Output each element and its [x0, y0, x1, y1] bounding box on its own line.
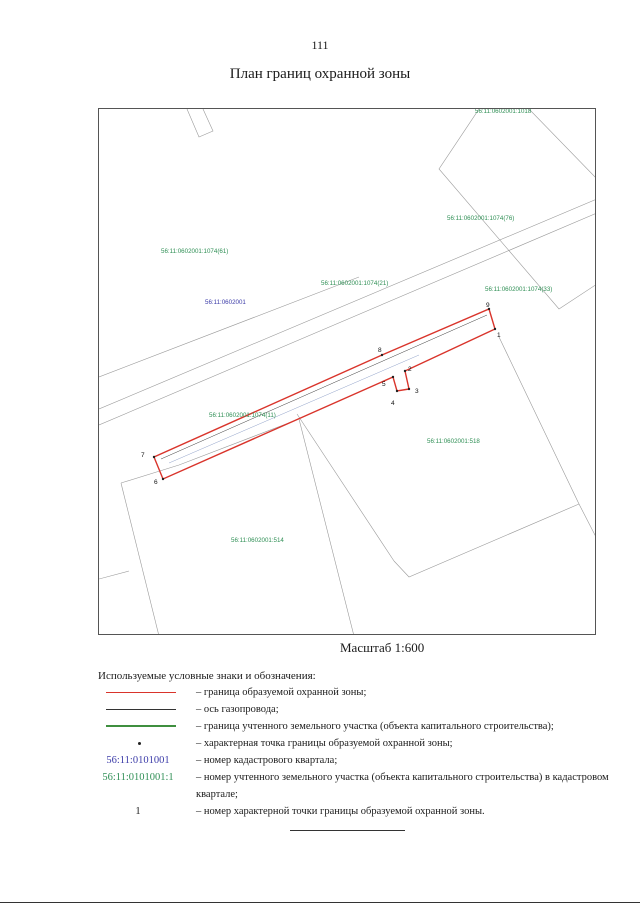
point-number-7: 7 [141, 452, 145, 459]
parcel-label-1074-33: 56:11:0602001:1074(33) [485, 286, 553, 293]
legend-item-text: – номер кадастрового квартала; [196, 755, 338, 766]
point-number-9: 9 [486, 302, 490, 309]
parcel-label-1074-21: 56:11:0602001:1074(21) [321, 280, 389, 287]
point-number-5: 5 [382, 381, 386, 388]
map-frame [98, 108, 596, 635]
point-number-1: 1 [497, 332, 501, 339]
parcel-boundary [529, 109, 596, 179]
pipeline-axis-symbol [106, 709, 176, 710]
point-marker-2 [404, 370, 406, 372]
parcel-boundary [99, 571, 129, 579]
point-marker-5 [392, 376, 394, 378]
parcel-label-1018: 56:11:0602001:1018 [475, 109, 532, 115]
point-marker-3 [408, 388, 410, 390]
point-number-symbol: 1 [135, 806, 141, 817]
parcel-label-1074-11: 56:11:0602001:1074(11) [209, 412, 276, 419]
point-number-4: 4 [391, 400, 395, 407]
legend-item-text: – ось газопровода; [196, 704, 279, 715]
legend-item-text: – характерная точка границы образуемой охранной зоны; [196, 738, 453, 749]
parcel-boundary [579, 504, 596, 539]
point-number-6: 6 [154, 479, 158, 486]
parcel-label-1074-61: 56:11:0602001:1074(61) [161, 248, 229, 255]
page-edge-line [0, 902, 640, 903]
zone-boundary [154, 309, 495, 479]
point-number-2: 2 [408, 366, 412, 373]
parcel-boundary [394, 337, 579, 577]
point-marker-8 [381, 354, 383, 356]
page-number: 111 [311, 38, 329, 52]
parcel-boundary [187, 109, 213, 137]
bottom-rule [290, 830, 405, 831]
parcel-boundary [99, 199, 596, 409]
legend-title: Используемые условные знаки и обозначения: [98, 670, 316, 682]
legend-item-text: – граница учтенного земельного участка (объекта капитального строительства); [196, 721, 554, 732]
parcel-number-symbol: 56:11:0101001:1 [102, 772, 174, 783]
zone-boundary-symbol [106, 692, 176, 693]
quarter-label: 56:11:0602001 [205, 299, 246, 306]
map-scale: Масштаб 1:600 [340, 640, 425, 655]
point-symbol [138, 742, 141, 745]
point-marker-6 [162, 478, 164, 480]
legend-item-text: – граница образуемой охранной зоны; [196, 687, 367, 698]
quarter-number-symbol: 56:11:0101001 [106, 755, 170, 766]
legend-item-text: – номер характерной точки границы образуемой охранной зоны. [196, 806, 485, 817]
parcel-boundary [439, 109, 596, 309]
parcel-boundary [121, 419, 354, 635]
parcel-boundary [121, 483, 159, 635]
parcel-label-514: 56:11:0602001:514 [231, 537, 284, 544]
point-marker-1 [494, 328, 496, 330]
parcel-boundary [99, 213, 596, 425]
point-marker-7 [153, 456, 155, 458]
parcel-boundary [99, 277, 359, 377]
parcel-boundary [297, 414, 394, 561]
point-marker-4 [396, 390, 398, 392]
parcel-boundary-symbol [106, 725, 176, 727]
pipeline-axis-offset [169, 355, 419, 463]
parcel-label-1074-76: 56:11:0602001:1074(76) [447, 215, 515, 222]
boundary-map [99, 109, 596, 635]
page-title: План границ охранной зоны [229, 66, 411, 82]
legend-item-text: – номер учтенного земельного участка (объекта капитального строительства) в кадастровом квартале; [196, 772, 609, 800]
point-number-3: 3 [415, 388, 419, 395]
parcel-label-518: 56:11:0602001:518 [427, 438, 480, 445]
point-number-8: 8 [378, 347, 382, 354]
